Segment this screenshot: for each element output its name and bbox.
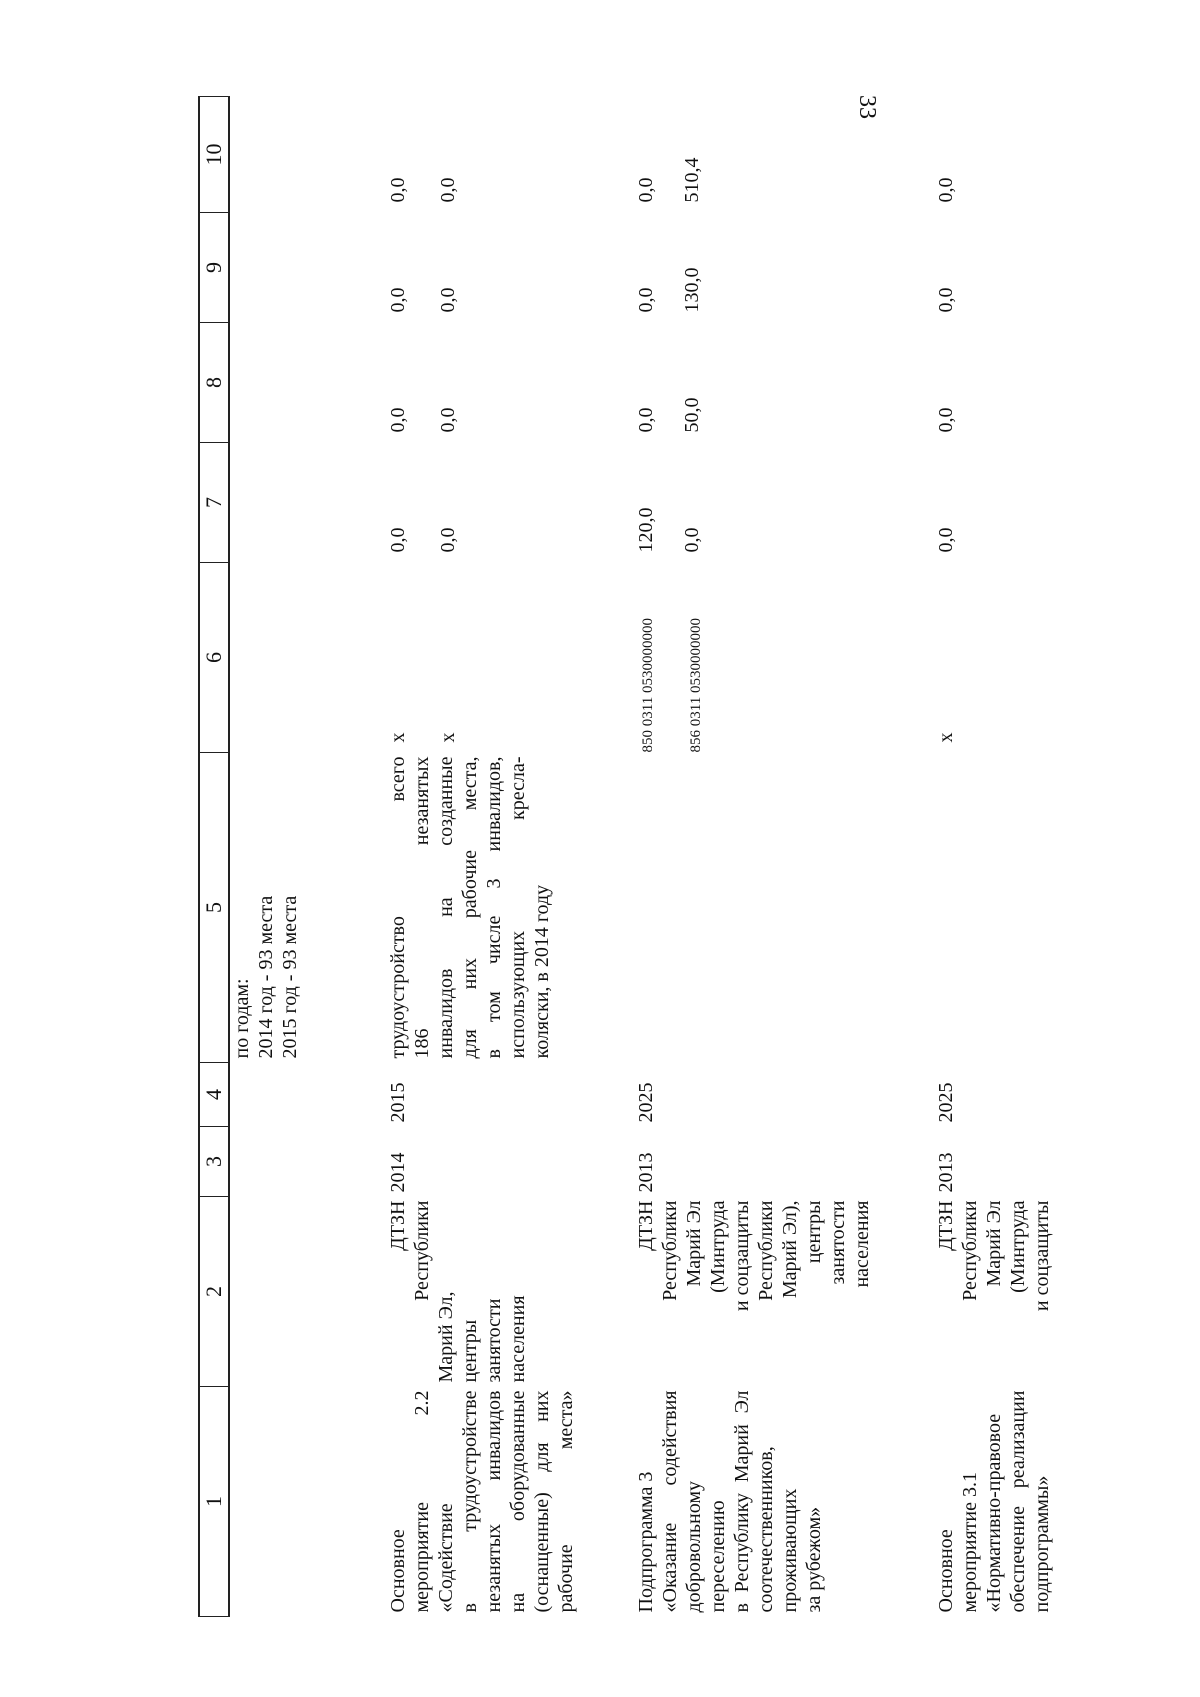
continuation-row [229,97,382,1617]
row-start-year: 2013 [935,1152,957,1193]
row-start-year: 2013 [635,1152,657,1193]
row-value-col7: 0,0 [935,527,957,553]
row-name: Основное мероприятие 2.2 «Содействие в трудоустройстве незанятых инвалидов на оборудованные (оснащенные) для них рабочие места» [387,1390,577,1613]
header-col-8: 8 [199,323,229,443]
header-row [199,97,229,1617]
row-value-col10: 0,0 0,0 [387,177,459,203]
header-col-10: 10 [199,97,229,213]
row-result: трудоустройство всего 186 незанятых инвалидов на созданные для них рабочие места, в том числе 3 инвалидов, использующих кресла- коляски, в 2014 году [387,756,553,1059]
continuation-text: по годам: 2014 год - 93 места 2015 год - 93 места [231,895,301,1059]
row-budget-code: 850 0311 0530000000 856 0311 0530000000 [640,618,704,753]
row-name: Основное мероприятие 3.1 «Нормативно-правовое обеспечение реализации подпрограммы» [935,1390,1053,1613]
row-end-year: 2025 [935,1082,957,1123]
row-value-col8: 0,0 50,0 [635,397,703,433]
row-result [634,753,934,1063]
row-budget-code: x [935,732,957,743]
row-start-year: 2014 [387,1152,409,1193]
budget-table [198,96,1054,1617]
row-value-col8: 0,0 0,0 [387,407,459,433]
row-end-year: 2025 [635,1082,657,1123]
row-value-col9: 0,0 130,0 [635,267,703,313]
header-col-7: 7 [199,443,229,563]
header-col-2: 2 [199,1197,229,1387]
header-col-9: 9 [199,213,229,323]
header-col-1: 1 [199,1387,229,1617]
table-row [382,97,634,1617]
row-result [934,753,1054,1063]
header-col-3: 3 [199,1127,229,1197]
rotated-table-page [198,97,1053,1617]
row-end-year: 2015 [387,1082,409,1123]
row-value-col10: 0,0 [935,177,957,203]
row-value-col7: 120,0 0,0 [635,507,703,553]
header-col-5: 5 [199,753,229,1063]
row-executor: ДТЗН Республики Марий Эл, центры занятости населения [387,1200,529,1383]
row-executor: ДТЗН Республики Марий Эл (Минтруда и соцзащиты [935,1200,1053,1312]
row-value-col7: 0,0 0,0 [387,527,459,553]
row-value-col9: 0,0 0,0 [387,287,459,313]
row-value-col10: 0,0 510,4 [635,157,703,203]
row-value-col8: 0,0 [935,407,957,433]
header-col-4: 4 [199,1063,229,1127]
row-executor: ДТЗН Республики Марий Эл (Минтруда и соцзащиты Республики Марий Эл), центры занятости населения [635,1200,873,1312]
row-budget-code: x x [387,732,459,743]
row-value-col9: 0,0 [935,287,957,313]
table-row [934,97,1054,1617]
table-row [634,97,934,1617]
page-number: 33 [854,95,880,119]
row-name: Подпрограмма 3 «Оказание содействия добровольному переселению в Республику Марий Эл соотечественников, проживающих за рубежом» [635,1390,825,1613]
header-col-6: 6 [199,563,229,753]
